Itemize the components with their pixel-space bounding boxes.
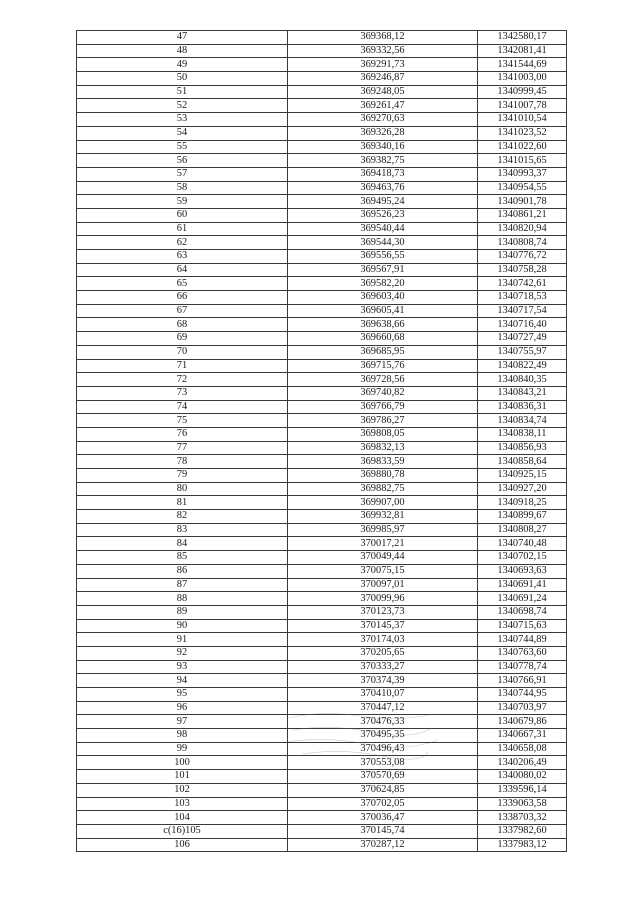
- table-row: [77, 222, 567, 236]
- point-number-cell: 99: [77, 742, 288, 756]
- table-row: [77, 578, 567, 592]
- coordinates-table-body: [77, 31, 567, 852]
- x-coordinate-cell: 369605,41: [288, 304, 478, 318]
- y-coordinate-cell: 1340763,60: [478, 646, 567, 660]
- y-coordinate-cell: 1340715,63: [478, 619, 567, 633]
- point-number-cell: 92: [77, 646, 288, 660]
- table-row: [77, 496, 567, 510]
- x-coordinate-cell: 370049,44: [288, 551, 478, 565]
- y-coordinate-cell: 1340843,21: [478, 386, 567, 400]
- y-coordinate-cell: 1340698,74: [478, 605, 567, 619]
- point-number-cell: 77: [77, 441, 288, 455]
- table-row: [77, 605, 567, 619]
- point-number-cell: 47: [77, 31, 288, 45]
- table-row: [77, 208, 567, 222]
- y-coordinate-cell: 1338703,32: [478, 811, 567, 825]
- point-number-cell: 54: [77, 126, 288, 140]
- y-coordinate-cell: 1341007,78: [478, 99, 567, 113]
- table-row: [77, 427, 567, 441]
- y-coordinate-cell: 1340999,45: [478, 85, 567, 99]
- y-coordinate-cell: 1340925,15: [478, 469, 567, 483]
- x-coordinate-cell: 369685,95: [288, 345, 478, 359]
- table-row: [77, 332, 567, 346]
- table-row: [77, 523, 567, 537]
- x-coordinate-cell: 370553,08: [288, 756, 478, 770]
- x-coordinate-cell: 369985,97: [288, 523, 478, 537]
- point-number-cell: 60: [77, 208, 288, 222]
- point-number-cell: 81: [77, 496, 288, 510]
- point-number-cell: 53: [77, 113, 288, 127]
- point-number-cell: 59: [77, 195, 288, 209]
- x-coordinate-cell: 369544,30: [288, 236, 478, 250]
- point-number-cell: 68: [77, 318, 288, 332]
- table-row: [77, 715, 567, 729]
- point-number-cell: 101: [77, 770, 288, 784]
- point-number-cell: 49: [77, 58, 288, 72]
- y-coordinate-cell: 1340808,74: [478, 236, 567, 250]
- point-number-cell: 74: [77, 400, 288, 414]
- y-coordinate-cell: 1340740,48: [478, 537, 567, 551]
- table-row: [77, 31, 567, 45]
- table-row: [77, 455, 567, 469]
- table-row: [77, 113, 567, 127]
- table-row: [77, 58, 567, 72]
- y-coordinate-cell: 1340744,95: [478, 688, 567, 702]
- x-coordinate-cell: 370075,15: [288, 564, 478, 578]
- table-row: [77, 400, 567, 414]
- x-coordinate-cell: 370476,33: [288, 715, 478, 729]
- table-row: [77, 537, 567, 551]
- x-coordinate-cell: 369932,81: [288, 510, 478, 524]
- point-number-cell: 91: [77, 633, 288, 647]
- point-number-cell: 82: [77, 510, 288, 524]
- point-number-cell: 104: [77, 811, 288, 825]
- table-row: [77, 824, 567, 838]
- x-coordinate-cell: 369832,13: [288, 441, 478, 455]
- point-number-cell: 58: [77, 181, 288, 195]
- x-coordinate-cell: 369248,05: [288, 85, 478, 99]
- x-coordinate-cell: 370036,47: [288, 811, 478, 825]
- y-coordinate-cell: 1340744,89: [478, 633, 567, 647]
- x-coordinate-cell: 369660,68: [288, 332, 478, 346]
- x-coordinate-cell: 369326,28: [288, 126, 478, 140]
- y-coordinate-cell: 1340858,64: [478, 455, 567, 469]
- table-row: [77, 386, 567, 400]
- x-coordinate-cell: 369382,75: [288, 154, 478, 168]
- point-number-cell: 83: [77, 523, 288, 537]
- table-row: [77, 44, 567, 58]
- point-number-cell: 50: [77, 72, 288, 86]
- y-coordinate-cell: 1340758,28: [478, 263, 567, 277]
- y-coordinate-cell: 1340927,20: [478, 482, 567, 496]
- y-coordinate-cell: 1340840,35: [478, 373, 567, 387]
- table-row: [77, 304, 567, 318]
- y-coordinate-cell: 1340703,97: [478, 701, 567, 715]
- x-coordinate-cell: 370570,69: [288, 770, 478, 784]
- x-coordinate-cell: 370145,74: [288, 824, 478, 838]
- point-number-cell: 65: [77, 277, 288, 291]
- y-coordinate-cell: 1340856,93: [478, 441, 567, 455]
- y-coordinate-cell: 1337982,60: [478, 824, 567, 838]
- x-coordinate-cell: 370097,01: [288, 578, 478, 592]
- x-coordinate-cell: 369556,55: [288, 250, 478, 264]
- y-coordinate-cell: 1340691,24: [478, 592, 567, 606]
- table-row: [77, 660, 567, 674]
- x-coordinate-cell: 369638,66: [288, 318, 478, 332]
- table-row: [77, 742, 567, 756]
- y-coordinate-cell: 1339063,58: [478, 797, 567, 811]
- table-row: [77, 701, 567, 715]
- y-coordinate-cell: 1340861,21: [478, 208, 567, 222]
- point-number-cell: 100: [77, 756, 288, 770]
- x-coordinate-cell: 369495,24: [288, 195, 478, 209]
- table-row: [77, 99, 567, 113]
- point-number-cell: с(16)105: [77, 824, 288, 838]
- point-number-cell: 94: [77, 674, 288, 688]
- x-coordinate-cell: 370496,43: [288, 742, 478, 756]
- x-coordinate-cell: 370205,65: [288, 646, 478, 660]
- x-coordinate-cell: 370495,35: [288, 729, 478, 743]
- y-coordinate-cell: 1340693,63: [478, 564, 567, 578]
- point-number-cell: 66: [77, 291, 288, 305]
- table-row: [77, 167, 567, 181]
- table-row: [77, 551, 567, 565]
- table-row: [77, 770, 567, 784]
- table-row: [77, 592, 567, 606]
- y-coordinate-cell: 1340918,25: [478, 496, 567, 510]
- y-coordinate-cell: 1341023,52: [478, 126, 567, 140]
- y-coordinate-cell: 1340667,31: [478, 729, 567, 743]
- x-coordinate-cell: 369603,40: [288, 291, 478, 305]
- point-number-cell: 102: [77, 783, 288, 797]
- x-coordinate-cell: 370374,39: [288, 674, 478, 688]
- table-row: [77, 181, 567, 195]
- point-number-cell: 48: [77, 44, 288, 58]
- table-row: [77, 126, 567, 140]
- table-row: [77, 195, 567, 209]
- point-number-cell: 62: [77, 236, 288, 250]
- x-coordinate-cell: 370447,12: [288, 701, 478, 715]
- table-row: [77, 414, 567, 428]
- y-coordinate-cell: 1341544,69: [478, 58, 567, 72]
- table-row: [77, 783, 567, 797]
- point-number-cell: 71: [77, 359, 288, 373]
- table-row: [77, 838, 567, 852]
- table-row: [77, 72, 567, 86]
- x-coordinate-cell: 369261,47: [288, 99, 478, 113]
- point-number-cell: 103: [77, 797, 288, 811]
- point-number-cell: 72: [77, 373, 288, 387]
- table-row: [77, 263, 567, 277]
- y-coordinate-cell: 1340808,27: [478, 523, 567, 537]
- table-row: [77, 277, 567, 291]
- table-row: [77, 756, 567, 770]
- y-coordinate-cell: 1340776,72: [478, 250, 567, 264]
- y-coordinate-cell: 1340820,94: [478, 222, 567, 236]
- y-coordinate-cell: 1340717,54: [478, 304, 567, 318]
- point-number-cell: 95: [77, 688, 288, 702]
- y-coordinate-cell: 1340778,74: [478, 660, 567, 674]
- y-coordinate-cell: 1337983,12: [478, 838, 567, 852]
- point-number-cell: 51: [77, 85, 288, 99]
- point-number-cell: 89: [77, 605, 288, 619]
- x-coordinate-cell: 370145,37: [288, 619, 478, 633]
- x-coordinate-cell: 369270,63: [288, 113, 478, 127]
- point-number-cell: 64: [77, 263, 288, 277]
- y-coordinate-cell: 1340901,78: [478, 195, 567, 209]
- table-row: [77, 564, 567, 578]
- table-row: [77, 140, 567, 154]
- point-number-cell: 78: [77, 455, 288, 469]
- table-row: [77, 688, 567, 702]
- point-number-cell: 85: [77, 551, 288, 565]
- table-row: [77, 674, 567, 688]
- point-number-cell: 97: [77, 715, 288, 729]
- x-coordinate-cell: 369907,00: [288, 496, 478, 510]
- point-number-cell: 96: [77, 701, 288, 715]
- y-coordinate-cell: 1340206,49: [478, 756, 567, 770]
- y-coordinate-cell: 1340954,55: [478, 181, 567, 195]
- x-coordinate-cell: 369880,78: [288, 469, 478, 483]
- x-coordinate-cell: 369728,56: [288, 373, 478, 387]
- y-coordinate-cell: 1342081,41: [478, 44, 567, 58]
- table-row: [77, 633, 567, 647]
- point-number-cell: 67: [77, 304, 288, 318]
- point-number-cell: 80: [77, 482, 288, 496]
- point-number-cell: 76: [77, 427, 288, 441]
- y-coordinate-cell: 1341010,54: [478, 113, 567, 127]
- table-row: [77, 318, 567, 332]
- table-row: [77, 154, 567, 168]
- x-coordinate-cell: 370287,12: [288, 838, 478, 852]
- x-coordinate-cell: 369786,27: [288, 414, 478, 428]
- x-coordinate-cell: 369291,73: [288, 58, 478, 72]
- y-coordinate-cell: 1340822,49: [478, 359, 567, 373]
- table-row: [77, 291, 567, 305]
- x-coordinate-cell: 369715,76: [288, 359, 478, 373]
- point-number-cell: 93: [77, 660, 288, 674]
- x-coordinate-cell: 370123,73: [288, 605, 478, 619]
- x-coordinate-cell: 370333,27: [288, 660, 478, 674]
- y-coordinate-cell: 1340691,41: [478, 578, 567, 592]
- y-coordinate-cell: 1340836,31: [478, 400, 567, 414]
- y-coordinate-cell: 1340702,15: [478, 551, 567, 565]
- x-coordinate-cell: 369808,05: [288, 427, 478, 441]
- y-coordinate-cell: 1339596,14: [478, 783, 567, 797]
- y-coordinate-cell: 1340080,02: [478, 770, 567, 784]
- x-coordinate-cell: 369740,82: [288, 386, 478, 400]
- point-number-cell: 79: [77, 469, 288, 483]
- y-coordinate-cell: 1340716,40: [478, 318, 567, 332]
- table-row: [77, 619, 567, 633]
- y-coordinate-cell: 1342580,17: [478, 31, 567, 45]
- y-coordinate-cell: 1340766,91: [478, 674, 567, 688]
- table-row: [77, 469, 567, 483]
- x-coordinate-cell: 370099,96: [288, 592, 478, 606]
- x-coordinate-cell: 369540,44: [288, 222, 478, 236]
- x-coordinate-cell: 370702,05: [288, 797, 478, 811]
- table-row: [77, 646, 567, 660]
- y-coordinate-cell: 1340838,11: [478, 427, 567, 441]
- point-number-cell: 98: [77, 729, 288, 743]
- x-coordinate-cell: 370174,03: [288, 633, 478, 647]
- point-number-cell: 88: [77, 592, 288, 606]
- point-number-cell: 61: [77, 222, 288, 236]
- x-coordinate-cell: 369526,23: [288, 208, 478, 222]
- x-coordinate-cell: 369567,91: [288, 263, 478, 277]
- x-coordinate-cell: 369418,73: [288, 167, 478, 181]
- x-coordinate-cell: 369766,79: [288, 400, 478, 414]
- point-number-cell: 56: [77, 154, 288, 168]
- x-coordinate-cell: 369833,59: [288, 455, 478, 469]
- x-coordinate-cell: 370624,85: [288, 783, 478, 797]
- x-coordinate-cell: 369582,20: [288, 277, 478, 291]
- point-number-cell: 87: [77, 578, 288, 592]
- table-row: [77, 797, 567, 811]
- point-number-cell: 52: [77, 99, 288, 113]
- y-coordinate-cell: 1340834,74: [478, 414, 567, 428]
- table-row: [77, 510, 567, 524]
- y-coordinate-cell: 1340658,08: [478, 742, 567, 756]
- point-number-cell: 86: [77, 564, 288, 578]
- table-row: [77, 729, 567, 743]
- point-number-cell: 69: [77, 332, 288, 346]
- point-number-cell: 84: [77, 537, 288, 551]
- x-coordinate-cell: 369463,76: [288, 181, 478, 195]
- point-number-cell: 90: [77, 619, 288, 633]
- y-coordinate-cell: 1341003,00: [478, 72, 567, 86]
- x-coordinate-cell: 370017,21: [288, 537, 478, 551]
- table-row: [77, 250, 567, 264]
- y-coordinate-cell: 1340742,61: [478, 277, 567, 291]
- table-row: [77, 811, 567, 825]
- x-coordinate-cell: 369246,87: [288, 72, 478, 86]
- table-row: [77, 373, 567, 387]
- y-coordinate-cell: 1340899,67: [478, 510, 567, 524]
- point-number-cell: 57: [77, 167, 288, 181]
- table-row: [77, 85, 567, 99]
- coordinates-table: [76, 30, 567, 852]
- table-row: [77, 359, 567, 373]
- y-coordinate-cell: 1340993,37: [478, 167, 567, 181]
- y-coordinate-cell: 1341022,60: [478, 140, 567, 154]
- x-coordinate-cell: 369882,75: [288, 482, 478, 496]
- y-coordinate-cell: 1340679,86: [478, 715, 567, 729]
- table-row: [77, 482, 567, 496]
- table-row: [77, 345, 567, 359]
- y-coordinate-cell: 1340718,53: [478, 291, 567, 305]
- x-coordinate-cell: 369340,16: [288, 140, 478, 154]
- y-coordinate-cell: 1340727,49: [478, 332, 567, 346]
- x-coordinate-cell: 370410,07: [288, 688, 478, 702]
- point-number-cell: 55: [77, 140, 288, 154]
- table-row: [77, 236, 567, 250]
- y-coordinate-cell: 1341015,65: [478, 154, 567, 168]
- point-number-cell: 73: [77, 386, 288, 400]
- x-coordinate-cell: 369332,56: [288, 44, 478, 58]
- x-coordinate-cell: 369368,12: [288, 31, 478, 45]
- point-number-cell: 70: [77, 345, 288, 359]
- point-number-cell: 63: [77, 250, 288, 264]
- point-number-cell: 75: [77, 414, 288, 428]
- table-row: [77, 441, 567, 455]
- y-coordinate-cell: 1340755,97: [478, 345, 567, 359]
- point-number-cell: 106: [77, 838, 288, 852]
